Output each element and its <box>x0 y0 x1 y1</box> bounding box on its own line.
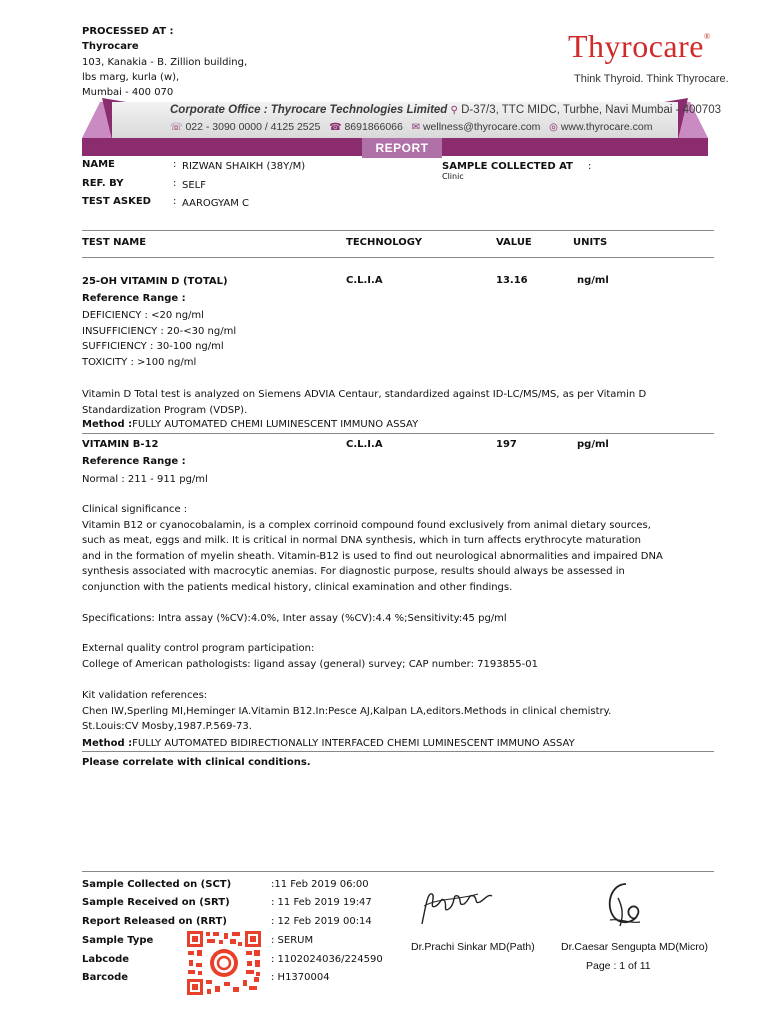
qr-code <box>186 930 262 996</box>
labcode-value: : 1102024036/224590 <box>271 954 383 965</box>
sample-type-label: Sample Type <box>82 935 154 946</box>
note-line: Standardization Program (VDSP). <box>82 404 248 416</box>
note-line: External quality control program participation: <box>82 643 315 654</box>
lab-address-line3: Mumbai - 400 070 <box>82 87 174 98</box>
note-line: College of American pathologists: ligand assay (general) survey; CAP number: 7193855-01 <box>82 658 538 670</box>
signature-prachi-sinkar <box>418 884 498 932</box>
sample-collected-at-value: Clinic <box>442 172 464 181</box>
test-technology: C.L.I.A <box>346 275 383 286</box>
signatory-1-name: Dr.Prachi Sinkar MD(Path) <box>411 941 535 953</box>
signature-caesar-sengupta <box>600 880 648 932</box>
whatsapp-icon: ☎ <box>329 122 342 133</box>
method-label: Method : <box>82 419 133 430</box>
note-line: Vitamin B12 or cyanocobalamin, is a complex corrinoid compound found exclusively from animal dietary sources, <box>82 519 651 531</box>
thyrocare-logo: Thyrocare® <box>568 28 711 64</box>
note-line: and in the formation of myelin sheath. Vitamin-B12 is used to find out neurological abnormalities and impaired DNA <box>82 550 663 562</box>
test-notes <box>82 387 646 418</box>
table-header-rule <box>82 257 714 258</box>
contact-line: ☏ 022 - 3090 0000 / 4125 2525 ☎ 8691866066 ✉ wellness@thyrocare.com ◎ www.thyrocare.com <box>170 121 653 133</box>
test-end-rule <box>82 751 714 752</box>
note-line: Vitamin D Total test is analyzed on Siemens ADVIA Centaur, standardized against ID-LC/MS/MS, as per Vitamin D <box>82 389 647 400</box>
method-value: FULLY AUTOMATED BIDIRECTIONALLY INTERFACED CHEMI LUMINESCENT IMMUNO ASSAY <box>132 738 575 749</box>
processed-at-heading: PROCESSED AT : <box>82 26 174 37</box>
phone-icon: ☏ <box>170 122 183 133</box>
test-asked-colon: : <box>173 196 177 207</box>
table-top-rule <box>82 230 714 231</box>
reference-range-line: INSUFFICIENCY : 20-<30 ng/ml <box>82 325 237 337</box>
test-separator-rule <box>82 433 714 434</box>
footer-rule <box>82 871 714 872</box>
location-icon: ⚲ <box>450 105 458 116</box>
note-line: such as meat, eggs and milk. It is critical in normal DNA synthesis, which in turn affects erythrocyte maturation <box>82 535 642 546</box>
ref-by-label: REF. BY <box>82 178 124 189</box>
report-tab: REPORT <box>362 138 442 158</box>
name-colon: : <box>173 159 177 170</box>
signatory-2-name: Dr.Caesar Sengupta MD(Micro) <box>561 941 709 953</box>
reference-range-line: Normal : 211 - 911 pg/ml <box>82 474 208 485</box>
test-value: 197 <box>496 439 517 450</box>
corporate-banner <box>82 98 721 160</box>
test-value: 13.16 <box>496 275 528 286</box>
test-units: ng/ml <box>577 275 609 286</box>
barcode-label: Barcode <box>82 972 129 983</box>
method-line <box>82 736 575 751</box>
lab-address-line2: lbs marg, kurla (w), <box>82 72 180 83</box>
rrt-value: : 12 Feb 2019 00:14 <box>271 916 372 927</box>
barcode-value: : H1370004 <box>271 972 330 983</box>
note-line: Kit validation references: <box>82 690 208 701</box>
rrt-label: Report Released on (RRT) <box>82 916 227 927</box>
test-name: VITAMIN B-12 <box>82 439 159 450</box>
test-name: 25-OH VITAMIN D (TOTAL) <box>82 276 228 287</box>
quality-control <box>82 641 538 672</box>
globe-icon: ◎ <box>549 122 558 133</box>
test-units: pg/ml <box>577 439 609 450</box>
tagline: Think Thyroid. Think Thyrocare. <box>574 73 729 85</box>
srt-value: : 11 Feb 2019 19:47 <box>271 897 372 908</box>
note-line: Clinical significance : <box>82 504 188 515</box>
sample-collected-at-colon: : <box>588 161 592 172</box>
sct-label: Sample Collected on (SCT) <box>82 879 232 890</box>
lab-address-line1: 103, Kanakia - B. Zillion building, <box>82 57 248 68</box>
clinical-significance <box>82 502 663 595</box>
sample-collected-at-label: SAMPLE COLLECTED AT <box>442 161 573 172</box>
note-line: conjunction with the patients medical history, clinical examination and other findings. <box>82 581 513 593</box>
reference-range-line: SUFFICIENCY : 30-100 ng/ml <box>82 341 224 352</box>
patient-name: RIZWAN SHAIKH (38Y/M) <box>182 161 306 172</box>
test-technology: C.L.I.A <box>346 439 383 450</box>
kit-validation <box>82 688 611 735</box>
labcode-label: Labcode <box>82 954 130 965</box>
reference-range-heading: Reference Range : <box>82 456 186 467</box>
col-test-name: TEST NAME <box>82 237 147 248</box>
ref-by-colon: : <box>173 178 177 189</box>
page-number: Page : 1 of 11 <box>586 960 651 972</box>
reference-range-line: TOXICITY : >100 ng/ml <box>82 356 197 368</box>
srt-label: Sample Received on (SRT) <box>82 897 230 908</box>
sample-type-value: : SERUM <box>271 935 314 946</box>
sct-value: :11 Feb 2019 06:00 <box>271 879 369 890</box>
ref-by-value: SELF <box>182 180 206 191</box>
note-line: synthesis associated with macrocytic anemias. For diagnostic purpose, results should always be assessed in <box>82 566 625 577</box>
note-line: Chen IW,Sperling MI,Heminger IA.Vitamin B12.In:Pesce AJ,Kalpan LA,editors.Methods in clinical chemistry. <box>82 705 612 717</box>
method-value: FULLY AUTOMATED CHEMI LUMINESCENT IMMUNO ASSAY <box>132 419 419 430</box>
method-label: Method : <box>82 738 133 749</box>
col-units: UNITS <box>573 237 608 248</box>
reference-range-heading: Reference Range : <box>82 293 186 304</box>
reference-range-list <box>82 308 236 370</box>
specifications: Specifications: Intra assay (%CV):4.0%, Inter assay (%CV):4.4 %;Sensitivity:45 pg/ml <box>82 613 507 624</box>
test-asked-label: TEST ASKED <box>82 196 151 207</box>
correlate-note: Please correlate with clinical conditions. <box>82 757 311 768</box>
note-line: St.Louis:CV Mosby,1987.P.569-73. <box>82 721 252 732</box>
corporate-office-line: Corporate Office : Thyrocare Technologies Limited ⚲ D-37/3, TTC MIDC, Turbhe, Navi Mumbai - 400703 <box>170 104 721 116</box>
lab-name: Thyrocare <box>82 41 139 52</box>
method-line <box>82 417 418 432</box>
col-value: VALUE <box>496 237 532 248</box>
name-label: NAME <box>82 159 115 170</box>
col-technology: TECHNOLOGY <box>346 237 422 248</box>
reference-range-line: DEFICIENCY : <20 ng/ml <box>82 310 204 321</box>
email-icon: ✉ <box>411 122 421 133</box>
test-asked-value: AAROGYAM C <box>182 198 249 209</box>
